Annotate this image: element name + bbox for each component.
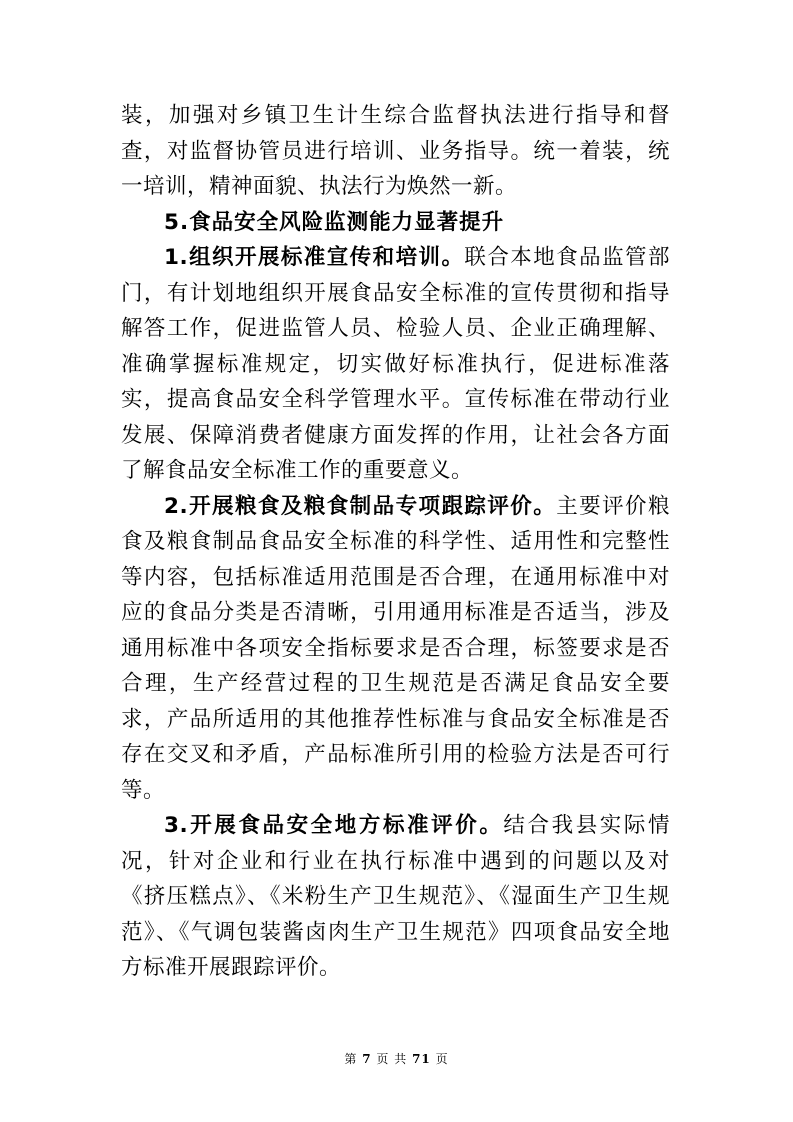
footer-prefix: 第 — [344, 1052, 358, 1066]
page-footer — [0, 1050, 793, 1067]
paragraph-text: 装，加强对乡镇卫生计生综合监督执法进行指导和督查，对监督协管员进行培训、业务指导。统一着装，统一培训，精神面貌、执法行为焕然一新。 — [121, 103, 670, 199]
paragraph-item-2 — [121, 489, 670, 809]
document-body — [121, 98, 670, 986]
paragraph-text: 联合本地食品监管部门，有计划地组织开展食品安全标准的宣传贯彻和指导解答工作，促进监管人员、检验人员、企业正确理解、准确掌握标准规定，切实做好标准执行，促进标准落实，提高食品安全科学管理水平。宣传标准在带动行业发展、保障消费者健康方面发挥的作用，让社会各方面了解食品安全标准工作的重要意义。 — [121, 245, 670, 483]
section-heading — [121, 205, 670, 241]
section-heading-text: 5.食品安全风险监测能力显著提升 — [164, 209, 505, 235]
paragraph-text: 主要评价粮食及粮食制品食品安全标准的科学性、适用性和完整性等内容，包括标准适用范围是否合理，在通用标准中对应的食品分类是否清晰，引用通用标准是否适当，涉及通用标准中各项安全指标要求是否合理，标签要求是否合理，生产经营过程的卫生规范是否满足食品安全要求，产品所适用的其他推荐性标准与食品安全标准是否存在交叉和矛盾，产品标准所引用的检验方法是否可行等。 — [121, 493, 670, 803]
page-number: 7 — [362, 1052, 372, 1066]
footer-middle: 页 共 — [376, 1052, 408, 1066]
paragraph-lead: 2.开展粮食及粮食制品专项跟踪评价。 — [164, 493, 557, 519]
paragraph-item-3 — [121, 808, 670, 986]
footer-suffix: 页 — [435, 1052, 449, 1066]
paragraph-item-1 — [121, 240, 670, 489]
paragraph-text: 结合我县实际情况，针对企业和行业在执行标准中遇到的问题以及对《挤压糕点》、《米粉生产卫生规范》、《湿面生产卫生规范》、《气调包装酱卤肉生产卫生规范》四项食品安全地方标准开展跟踪评价。 — [121, 813, 670, 980]
paragraph-lead: 3.开展食品安全地方标准评价。 — [164, 813, 504, 838]
total-pages: 71 — [412, 1052, 431, 1066]
paragraph-lead: 1.组织开展标准宣传和培训。 — [164, 245, 465, 270]
paragraph-continuation — [121, 98, 670, 205]
